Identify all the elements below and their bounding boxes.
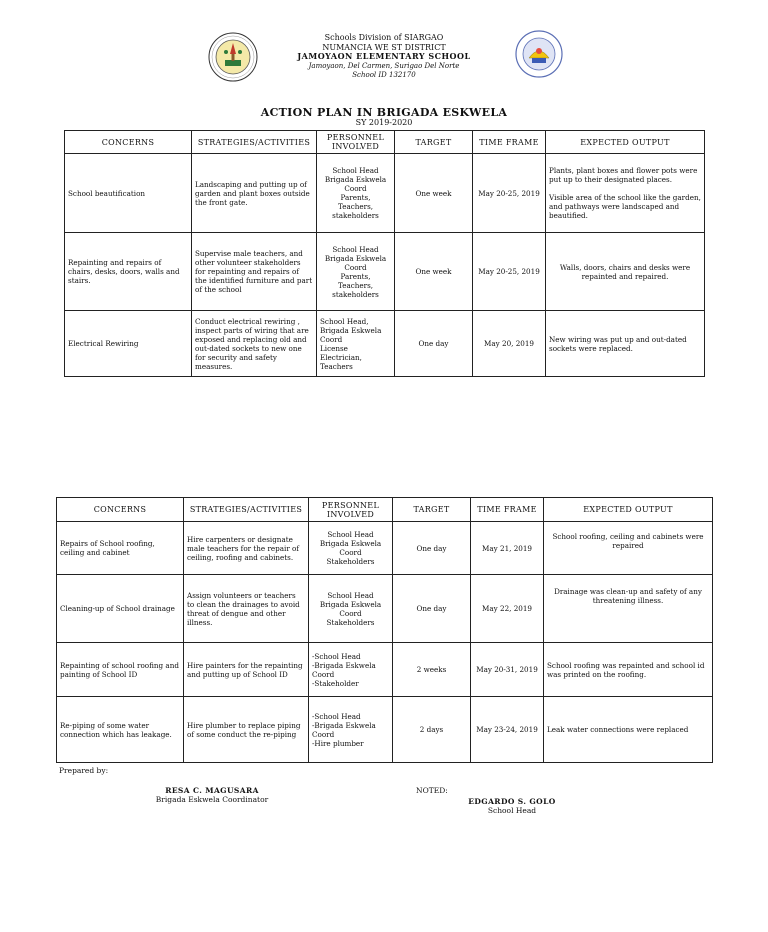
action-plan-table-2 (56, 497, 713, 763)
concern-cell: Electrical Rewiring (65, 311, 192, 377)
prepared-by-name: RESA C. MAGUSARA (165, 786, 259, 795)
table-row (57, 575, 713, 643)
timeframe-cell: May 22, 2019 (471, 575, 544, 643)
output-cell: Plants, plant boxes and flower pots were put up to their designated places. Visible area of the school like the garden, and pathways were landscaped and beautified. (546, 154, 705, 233)
target-cell: 2 days (393, 697, 471, 763)
target-cell: One week (395, 154, 473, 233)
col-header-strategies: STRATEGIES/ACTIVITIES (192, 131, 317, 154)
table-row (65, 154, 705, 233)
personnel-cell: School Head Brigada Eskwela Coord Parents, Teachers, stakeholders (317, 233, 395, 311)
school-year: SY 2019-2020 (355, 118, 413, 127)
concern-cell: Repairs of School roofing, ceiling and cabinet (57, 522, 184, 575)
output-cell: School roofing was repainted and school id was printed on the roofing. (544, 643, 713, 697)
strategy-cell: Assign volunteers or teachers to clean the drainages to avoid threat of dengue and other illness. (184, 575, 309, 643)
col-header-timeframe: TIME FRAME (471, 498, 544, 522)
table-header-row (57, 498, 713, 522)
personnel-cell: School Head Brigada Eskwela Coord Stakeholders (309, 522, 393, 575)
col-header-timeframe: TIME FRAME (473, 131, 546, 154)
noted-by-name: EDGARDO S. GOLO (468, 797, 556, 806)
timeframe-cell: May 20-31, 2019 (471, 643, 544, 697)
personnel-cell: School Head Brigada Eskwela Coord Parents, Teachers, stakeholders (317, 154, 395, 233)
timeframe-cell: May 20-25, 2019 (473, 233, 546, 311)
document-title: ACTION PLAN IN BRIGADA ESKWELA (260, 106, 508, 119)
col-header-concerns: CONCERNS (57, 498, 184, 522)
table-header-row (65, 131, 705, 154)
prepared-by-label: Prepared by: (59, 766, 109, 775)
school-id: School ID 132170 (352, 71, 416, 79)
table-row (65, 233, 705, 311)
table-row (57, 643, 713, 697)
output-cell: Drainage was clean-up and safety of any threatening illness. (544, 575, 713, 643)
table-row (57, 697, 713, 763)
strategy-cell: Hire carpenters or designate male teachers for the repair of ceiling, roofing and cabinets. (184, 522, 309, 575)
strategy-cell: Landscaping and putting up of garden and plant boxes outside the front gate. (192, 154, 317, 233)
strategy-cell: Supervise male teachers, and other volunteer stakeholders for repainting and repairs of the identified furniture and part of the school (192, 233, 317, 311)
deped-seal-logo (515, 30, 563, 78)
action-plan-table-1 (64, 130, 705, 377)
prepared-by-block (150, 786, 274, 804)
noted-label: NOTED: (416, 786, 448, 795)
personnel-cell: School Head Brigada Eskwela Coord Stakeholders (309, 575, 393, 643)
timeframe-cell: May 20, 2019 (473, 311, 546, 377)
division-name: Schools Division of SIARGAO (324, 33, 444, 42)
col-header-output: EXPECTED OUTPUT (544, 498, 713, 522)
letterhead (258, 33, 510, 81)
target-cell: One week (395, 233, 473, 311)
prepared-by-role: Brigada Eskwela Coordinator (155, 795, 269, 804)
col-header-output: EXPECTED OUTPUT (546, 131, 705, 154)
concern-cell: Repainting of school roofing and painting of School ID (57, 643, 184, 697)
concern-cell: Re-piping of some water connection which has leakage. (57, 697, 184, 763)
school-name: JAMOYAON ELEMENTARY SCHOOL (297, 51, 471, 61)
school-address: Jamoyaon, Del Carmen, Surigao Del Norte (308, 61, 460, 70)
col-header-concerns: CONCERNS (65, 131, 192, 154)
personnel-cell: School Head, Brigada Eskwela Coord License Electrician, Teachers (317, 311, 395, 377)
table-row (57, 522, 713, 575)
target-cell: 2 weeks (393, 643, 471, 697)
concern-cell: Repainting and repairs of chairs, desks, doors, walls and stairs. (65, 233, 192, 311)
output-cell: Walls, doors, chairs and desks were repainted and repaired. (546, 233, 705, 311)
timeframe-cell: May 20-25, 2019 (473, 154, 546, 233)
col-header-target: TARGET (395, 131, 473, 154)
target-cell: One day (395, 311, 473, 377)
col-header-strategies: STRATEGIES/ACTIVITIES (184, 498, 309, 522)
target-cell: One day (393, 522, 471, 575)
col-header-personnel: PERSONNEL INVOLVED (309, 498, 393, 522)
timeframe-cell: May 21, 2019 (471, 522, 544, 575)
table-row (65, 311, 705, 377)
strategy-cell: Conduct electrical rewiring , inspect parts of wiring that are exposed and replacing old and out-dated sockets to new one for security and safety measures. (192, 311, 317, 377)
noted-by-block (462, 797, 562, 815)
concern-cell: Cleaning-up of School drainage (57, 575, 184, 643)
strategy-cell: Hire painters for the repainting and putting up of School ID (184, 643, 309, 697)
district-name: NUMANCIA WE ST DISTRICT (322, 42, 446, 52)
noted-by-role: School Head (487, 806, 537, 815)
target-cell: One day (393, 575, 471, 643)
col-header-target: TARGET (393, 498, 471, 522)
personnel-cell: -School Head -Brigada Eskwela Coord -Stakeholder (309, 643, 393, 697)
output-cell: New wiring was put up and out-dated sockets were replaced. (546, 311, 705, 377)
col-header-personnel: PERSONNEL INVOLVED (317, 131, 395, 154)
strategy-cell: Hire plumber to replace piping of some conduct the re-piping (184, 697, 309, 763)
output-cell: School roofing, ceiling and cabinets were repaired (544, 522, 713, 575)
concern-cell: School beautification (65, 154, 192, 233)
timeframe-cell: May 23-24, 2019 (471, 697, 544, 763)
school-seal-logo (208, 32, 258, 82)
output-cell: Leak water connections were replaced (544, 697, 713, 763)
personnel-cell: -School Head -Brigada Eskwela Coord -Hire plumber (309, 697, 393, 763)
